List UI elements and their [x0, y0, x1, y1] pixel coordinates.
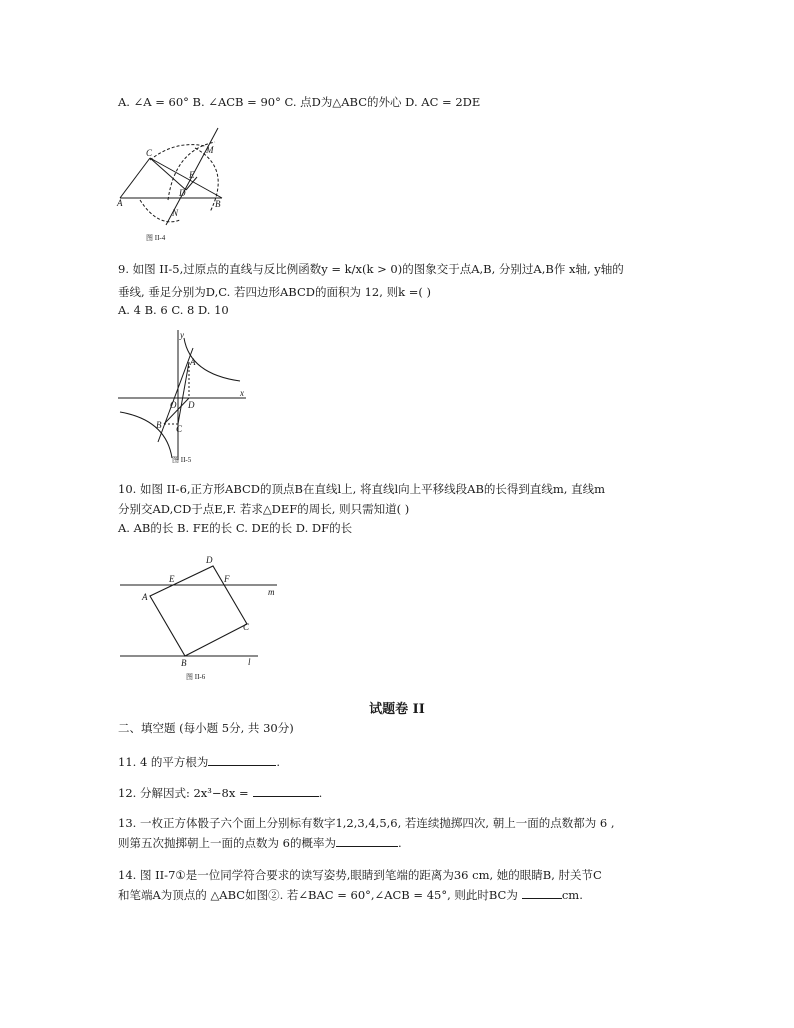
- q12-answer-blank[interactable]: [253, 785, 319, 797]
- q10-line2: 分别交AD,CD于点E,F. 若求△DEF的周长, 则只需知道( ): [118, 502, 410, 516]
- q12-text: 12. 分解因式: 2x³−8x =: [118, 786, 249, 800]
- q11-answer-blank[interactable]: [208, 754, 276, 766]
- q11-end: .: [276, 755, 281, 769]
- fig6-label-d: D: [206, 555, 213, 565]
- fig5-label-x: x: [240, 388, 244, 398]
- fig4-label-e: E: [189, 170, 195, 180]
- q10-options: A. AB的长 B. FE的长 C. DE的长 D. DF的长: [118, 521, 353, 535]
- q9-line1: 9. 如图 II-5,过原点的直线与反比例函数y = k/x(k > 0)的图象交于点A,B, 分别过A,B作 x轴, y轴的: [118, 262, 624, 276]
- section-title: 试题卷 II: [369, 702, 425, 717]
- fig4-label-n: N: [172, 208, 179, 218]
- fig6-label-m: m: [268, 587, 275, 597]
- fig5-line-bd: [164, 398, 189, 424]
- q14-end: cm.: [561, 888, 583, 902]
- fig5-curve-q3: [120, 412, 172, 458]
- fig5-diagonal: [158, 348, 193, 442]
- fig4-line-cd: [150, 158, 186, 190]
- fig6-label-c: C: [243, 622, 250, 632]
- q13-answer-blank[interactable]: [336, 835, 398, 847]
- fig4-arc-left: [168, 142, 215, 200]
- q14-line1: 14. 图 II-7①是一位同学符合要求的读写姿势,眼睛到笔端的距离为36 cm, 她的眼睛B, 肘关节C: [118, 868, 602, 882]
- fig4-line-cb: [150, 158, 222, 198]
- q14-text: 和笔端A为顶点的 △ABC如图②. 若∠BAC = 60°,∠ACB = 45°, 则此时BC为: [118, 888, 518, 902]
- fig4-line-de: [186, 177, 197, 190]
- fig6-label-l: l: [248, 657, 251, 667]
- q14-line2: [118, 887, 583, 903]
- q14-answer-blank[interactable]: [522, 887, 562, 899]
- fig4-arc-bottom: [140, 200, 180, 222]
- fig5-label-b: B: [156, 420, 162, 430]
- fig4-caption: 图 II-4: [146, 234, 166, 242]
- q13-line1: 13. 一枚正方体骰子六个面上分别标有数字1,2,3,4,5,6, 若连续抛掷四次, 朝上一面的点数都为 6 ,: [118, 816, 615, 830]
- fig5-label-o: O: [170, 400, 177, 410]
- q12-end: .: [318, 786, 323, 800]
- q11-text: 11. 4 的平方根为: [118, 755, 209, 769]
- fig6-label-e: E: [169, 574, 175, 584]
- fig4-line-mn: [166, 128, 218, 225]
- fig5-label-a: A: [190, 357, 196, 367]
- q9-options: A. 4 B. 6 C. 8 D. 10: [118, 303, 229, 317]
- fig5-label-c: C: [176, 424, 183, 434]
- q13-end: .: [397, 836, 402, 850]
- fig4-arc-right: [195, 148, 218, 212]
- q11-line: [118, 754, 280, 770]
- fig6-label-b: B: [181, 658, 187, 668]
- fig4-label-m: M: [206, 145, 214, 155]
- fig6-label-a: A: [142, 592, 148, 602]
- q13-line2: [118, 835, 402, 851]
- fig5-caption: 图 II-5: [172, 456, 192, 464]
- fig4-line-ac: [120, 158, 150, 198]
- fig4-arc-top: [150, 145, 205, 160]
- fig4-label-c: C: [146, 148, 153, 158]
- fig5-label-d: D: [188, 400, 195, 410]
- fig5-curve-q1: [184, 338, 240, 381]
- fig5-line-ca: [178, 362, 189, 424]
- fig5-label-y: y: [180, 330, 184, 340]
- fig4-label-d: D: [179, 188, 186, 198]
- fig6-square-abcd: [150, 566, 247, 656]
- q9-line2: 垂线, 垂足分别为D,C. 若四边形ABCD的面积为 12, 则k =( ): [118, 285, 431, 299]
- section-heading: 二、填空题 (每小题 5分, 共 30分): [118, 721, 294, 735]
- fig6-label-f: F: [224, 574, 230, 584]
- q8-options: A. ∠A = 60° B. ∠ACB = 90° C. 点D为△ABC的外心 D. AC = 2DE: [118, 95, 481, 109]
- fig4-label-a: A: [117, 198, 123, 208]
- q12-line: [118, 785, 322, 801]
- q13-text: 则第五次抛掷朝上一面的点数为 6的概率为: [118, 836, 336, 850]
- q10-line1: 10. 如图 II-6,正方形ABCD的顶点B在直线l上, 将直线l向上平移线段AB的长得到直线m, 直线m: [118, 482, 606, 496]
- fig4-label-b: B: [215, 199, 221, 209]
- fig6-caption: 图 II-6: [186, 673, 206, 681]
